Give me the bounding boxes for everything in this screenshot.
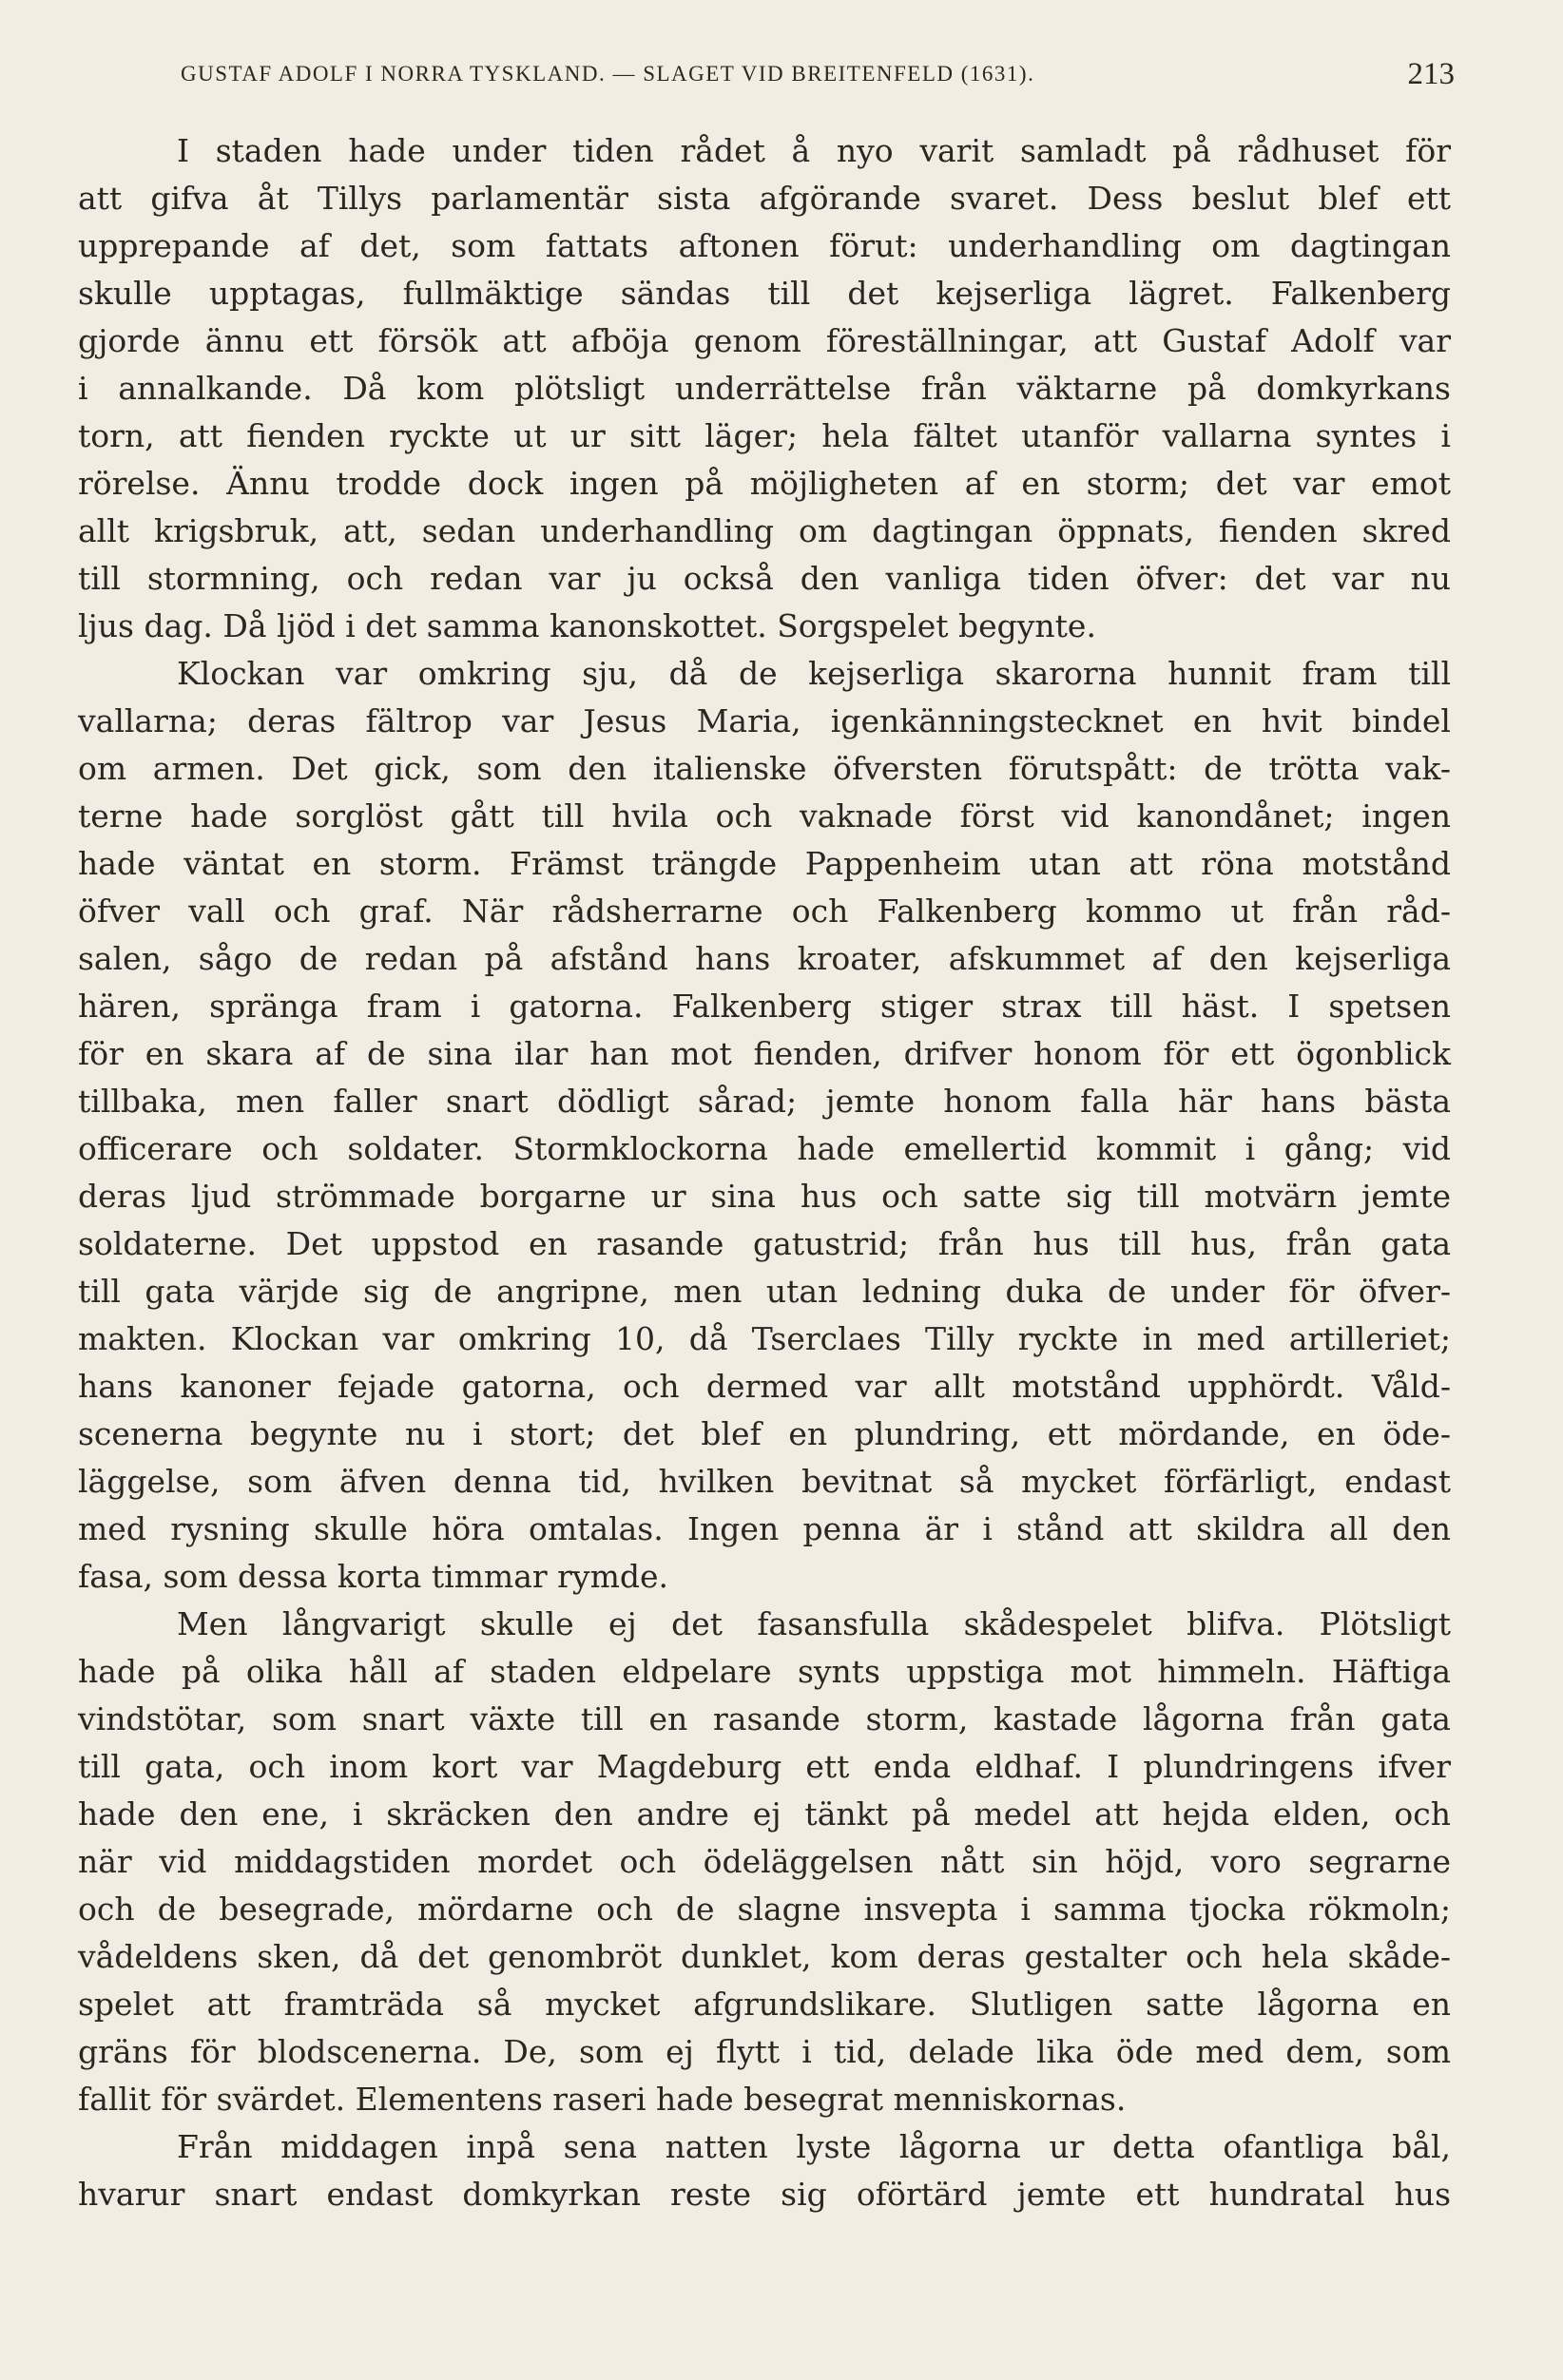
text-line: upprepande af det, som fattats aftonen förut: underhandling om dagtingan xyxy=(78,227,1451,264)
text-line: om armen. Det gick, som den italienske öfversten förutspått: de trötta vak- xyxy=(78,750,1451,787)
paragraph-3 xyxy=(78,1601,1451,2123)
text-line: att gifva åt Tillys parlamentär sista afgörande svaret. Dess beslut blef ett xyxy=(78,180,1451,217)
text-line: i annalkande. Då kom plötsligt underrättelse från väktarne på domkyrkans xyxy=(78,370,1451,407)
text-line: när vid middagstiden mordet och ödeläggelsen nått sin höjd, voro segrarne xyxy=(78,1843,1451,1880)
text-line: vallarna; deras fältrop var Jesus Maria, igenkänningstecknet en hvit bindel xyxy=(78,702,1451,739)
text-line: scenerna begynte nu i stort; det blef en plundring, ett mördande, en öde- xyxy=(78,1415,1451,1452)
text-line: Men långvarigt skulle ej det fasansfulla skådespelet blifva. Plötsligt xyxy=(177,1605,1451,1642)
text-line: gjorde ännu ett försök att afböja genom föreställningar, att Gustaf Adolf var xyxy=(78,322,1451,359)
text-line: hade väntat en storm. Främst trängde Pappenheim utan att röna motstånd xyxy=(78,845,1451,882)
text-line: officerare och soldater. Stormklockorna hade emellertid kommit i gång; vid xyxy=(78,1130,1451,1167)
text-line: hade på olika håll af staden eldpelare synts uppstiga mot himmeln. Häftiga xyxy=(78,1653,1451,1690)
text-line: salen, sågo de redan på afstånd hans kroater, afskummet af den kejserliga xyxy=(78,940,1451,977)
text-line: Klockan var omkring sju, då de kejserliga skarorna hunnit fram till xyxy=(177,655,1451,692)
text-line: tillbaka, men faller snart dödligt sårad; jemte honom falla här hans bästa xyxy=(78,1083,1451,1120)
text-line: deras ljud strömmade borgarne ur sina hus och satte sig till motvärn jemte xyxy=(78,1178,1451,1215)
text-line: soldaterne. Det uppstod en rasande gatustrid; från hus till hus, från gata xyxy=(78,1225,1451,1262)
text-line: gräns för blodscenerna. De, som ej flytt i tid, delade lika öde med dem, som xyxy=(78,2033,1451,2070)
text-line: rörelse. Ännu trodde dock ingen på möjligheten af en storm; det var emot xyxy=(78,465,1451,502)
body-text xyxy=(78,127,1451,2218)
text-line: spelet att framträda så mycket afgrundslikare. Slutligen satte lågorna en xyxy=(78,1986,1451,2023)
page-number: 213 xyxy=(1407,57,1455,91)
text-line: hade den ene, i skräcken den andre ej tänkt på medel att hejda elden, och xyxy=(78,1795,1451,1833)
text-line: Från middagen inpå sena natten lyste lågorna ur detta ofantliga bål, xyxy=(177,2128,1451,2165)
text-line: fasa, som dessa korta timmar rymde. xyxy=(78,1558,669,1595)
text-line: med rysning skulle höra omtalas. Ingen penna är i stånd att skildra all den xyxy=(78,1510,1451,1547)
paragraph-4 xyxy=(78,2123,1451,2218)
text-line: hvarur snart endast domkyrkan reste sig oförtärd jemte ett hundratal hus xyxy=(78,2176,1451,2213)
text-line: skulle upptagas, fullmäktige sändas till det kejserliga lägret. Falkenberg xyxy=(78,275,1451,312)
text-line: till gata värjde sig de angripne, men utan ledning duka de under för öfver- xyxy=(78,1273,1451,1310)
text-line: öfver vall och graf. När rådsherrarne och Falkenberg kommo ut från råd- xyxy=(78,892,1451,930)
text-line: läggelse, som äfven denna tid, hvilken bevitnat så mycket förfärligt, endast xyxy=(78,1463,1451,1500)
text-line: hans kanoner fejade gatorna, och dermed var allt motstånd upphördt. Våld- xyxy=(78,1368,1451,1405)
text-line: torn, att fienden ryckte ut ur sitt läger; hela fältet utanför vallarna syntes i xyxy=(78,417,1451,454)
text-line: I staden hade under tiden rådet å nyo varit samladt på rådhuset för xyxy=(177,132,1451,169)
running-title: GUSTAF ADOLF I NORRA TYSKLAND. — SLAGET VID BREITENFELD (1631). xyxy=(181,62,1035,86)
text-line: hären, spränga fram i gatorna. Falkenberg stiger strax till häst. I spetsen xyxy=(78,988,1451,1025)
text-line: fallit för svärdet. Elementens raseri hade besegrat menniskornas. xyxy=(78,2081,1127,2118)
text-line: ljus dag. Då ljöd i det samma kanonskottet. Sorgspelet begynte. xyxy=(78,607,1096,644)
paragraph-2 xyxy=(78,650,1451,1601)
text-line: allt krigsbruk, att, sedan underhandling om dagtingan öppnats, fienden skred xyxy=(78,512,1451,549)
text-line: vådeldens sken, då det genombröt dunklet, kom deras gestalter och hela skåde- xyxy=(78,1938,1451,1975)
text-line: till stormning, och redan var ju också den vanliga tiden öfver: det var nu xyxy=(78,560,1451,597)
text-line: till gata, och inom kort var Magdeburg ett enda eldhaf. I plundringens ifver xyxy=(78,1748,1451,1785)
paragraph-1 xyxy=(78,127,1451,650)
text-line: terne hade sorglöst gått till hvila och vaknade först vid kanondånet; ingen xyxy=(78,797,1451,835)
text-line: vindstötar, som snart växte till en rasande storm, kastade lågorna från gata xyxy=(78,1700,1451,1737)
text-line: makten. Klockan var omkring 10, då Tserclaes Tilly ryckte in med artilleriet; xyxy=(78,1320,1451,1357)
running-head xyxy=(74,55,1455,93)
text-line: och de besegrade, mördarne och de slagne insvepta i samma tjocka rökmoln; xyxy=(78,1891,1451,1928)
text-line: för en skara af de sina ilar han mot fienden, drifver honom för ett ögonblick xyxy=(78,1035,1451,1072)
